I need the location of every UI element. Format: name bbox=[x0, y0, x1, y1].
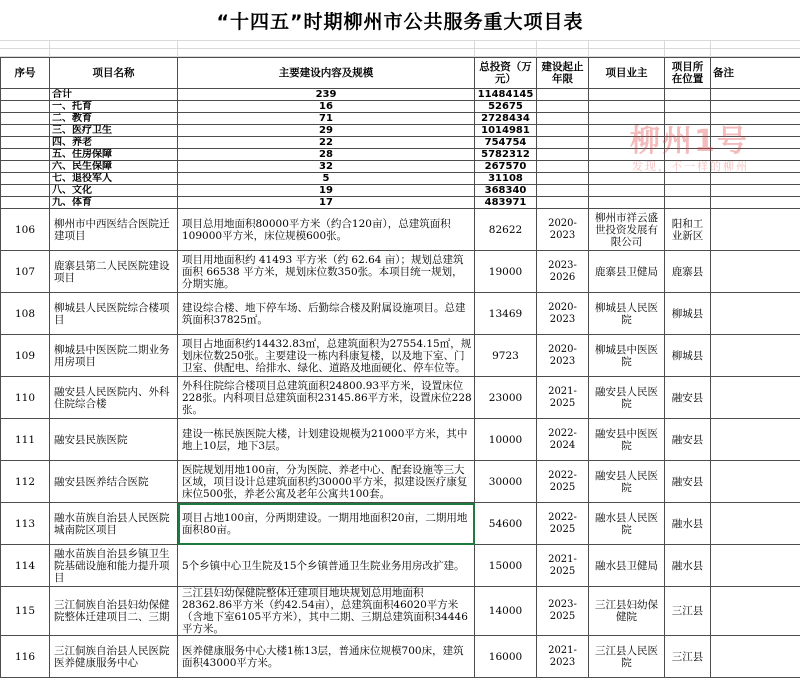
row-description: 项目占地面积约14432.83㎡，总建筑面积为27554.15㎡，规划床位数250张。主要建设一栋内科康复楼，以及地下室、门卫室、供配电、给排水、绿化、道路及地面硬化、停车位等。 bbox=[178, 335, 475, 377]
summary-count: 28 bbox=[178, 149, 475, 161]
empty-cell bbox=[1, 137, 50, 149]
empty-cell bbox=[711, 197, 800, 209]
summary-label: 七、退役军人 bbox=[50, 173, 178, 185]
row-name: 融水苗族自治县人民医院城南院区项目 bbox=[50, 503, 178, 545]
summary-investment: 754754 bbox=[475, 137, 537, 149]
row-years: 2022-2025 bbox=[537, 461, 589, 503]
row-location: 柳城县 bbox=[665, 335, 711, 377]
empty-cell bbox=[589, 137, 665, 149]
summary-row bbox=[1, 137, 800, 149]
row-description: 项目占地100亩，分两期建设。一期用地面积20亩，二期用地面积80亩。 bbox=[178, 503, 475, 545]
summary-label: 二、教育 bbox=[50, 113, 178, 125]
empty-cell bbox=[537, 185, 589, 197]
row-description: 医养健康服务中心大楼1栋13层，普通床位规模700床，建筑面积43000平方米。 bbox=[178, 636, 475, 678]
empty-cell bbox=[711, 89, 800, 101]
row-years: 2021-2025 bbox=[537, 377, 589, 419]
row-years: 2020-2023 bbox=[537, 209, 589, 251]
row-name: 融安县人民医院内、外科住院综合楼 bbox=[50, 377, 178, 419]
empty-cell bbox=[711, 125, 800, 137]
row-owner: 柳州市祥云盛世投资发展有限公司 bbox=[589, 209, 665, 251]
empty-cell bbox=[665, 197, 711, 209]
row-years: 2021-2025 bbox=[537, 545, 589, 587]
row-years: 2021-2023 bbox=[537, 636, 589, 678]
empty-cell bbox=[1, 113, 50, 125]
row-years: 2022-2024 bbox=[537, 419, 589, 461]
empty-cell bbox=[1, 185, 50, 197]
summary-count: 239 bbox=[178, 89, 475, 101]
row-investment: 82622 bbox=[475, 209, 537, 251]
row-name: 融水苗族自治县乡镇卫生院基础设施和能力提升项目 bbox=[50, 545, 178, 587]
row-name: 融安县民族医院 bbox=[50, 419, 178, 461]
empty-cell bbox=[589, 185, 665, 197]
row-name: 三江侗族自治县妇幼保健院整体迁建项目二、三期 bbox=[50, 587, 178, 636]
table-row bbox=[1, 209, 800, 251]
empty-cell bbox=[711, 137, 800, 149]
row-index: 108 bbox=[1, 293, 50, 335]
row-years: 2023-2026 bbox=[537, 251, 589, 293]
table-row bbox=[1, 377, 800, 419]
row-remarks bbox=[711, 209, 800, 251]
summary-label: 合计 bbox=[50, 89, 178, 101]
row-owner: 三江县妇幼保健院 bbox=[589, 587, 665, 636]
header-investment: 总投资（万元） bbox=[475, 58, 537, 89]
table-row bbox=[1, 461, 800, 503]
table-row bbox=[1, 251, 800, 293]
empty-cell bbox=[665, 185, 711, 197]
summary-row bbox=[1, 101, 800, 113]
empty-cell bbox=[665, 113, 711, 125]
summary-count: 16 bbox=[178, 101, 475, 113]
row-owner: 三江县人民医院 bbox=[589, 636, 665, 678]
empty-cell bbox=[589, 125, 665, 137]
row-name: 柳城县中医医院二期业务用房项目 bbox=[50, 335, 178, 377]
row-name: 三江侗族自治县人民医院医养健康服务中心 bbox=[50, 636, 178, 678]
empty-cell bbox=[1, 89, 50, 101]
empty-cell bbox=[1, 125, 50, 137]
empty-cell bbox=[1, 161, 50, 173]
row-index: 110 bbox=[1, 377, 50, 419]
empty-cell bbox=[537, 149, 589, 161]
page-title: “十四五”时期柳州市公共服务重大项目表 bbox=[216, 10, 584, 33]
row-index: 113 bbox=[1, 503, 50, 545]
table-row bbox=[1, 293, 800, 335]
empty-cell bbox=[665, 173, 711, 185]
summary-investment: 52675 bbox=[475, 101, 537, 113]
summary-row bbox=[1, 185, 800, 197]
empty-cell bbox=[589, 149, 665, 161]
row-description: 建设综合楼、地下停车场、后勤综合楼及附属设施项目。总建筑面积37825㎡。 bbox=[178, 293, 475, 335]
row-location: 融水县 bbox=[665, 545, 711, 587]
header-content: 主要建设内容及规模 bbox=[178, 58, 475, 89]
summary-count: 32 bbox=[178, 161, 475, 173]
summary-count: 5 bbox=[178, 173, 475, 185]
row-index: 109 bbox=[1, 335, 50, 377]
empty-cell bbox=[665, 125, 711, 137]
row-name: 鹿寨县第二人民医院建设项目 bbox=[50, 251, 178, 293]
table-row bbox=[1, 419, 800, 461]
summary-investment: 5782312 bbox=[475, 149, 537, 161]
row-remarks bbox=[711, 293, 800, 335]
row-index: 115 bbox=[1, 587, 50, 636]
row-investment: 15000 bbox=[475, 545, 537, 587]
summary-count: 19 bbox=[178, 185, 475, 197]
summary-row bbox=[1, 89, 800, 101]
row-investment: 54600 bbox=[475, 503, 537, 545]
summary-label: 六、民生保障 bbox=[50, 161, 178, 173]
watermark-sub: 发现，不一样的柳州 bbox=[632, 160, 749, 173]
empty-cell bbox=[711, 185, 800, 197]
summary-investment: 267570 bbox=[475, 161, 537, 173]
empty-cell bbox=[665, 137, 711, 149]
summary-count: 29 bbox=[178, 125, 475, 137]
header-remarks: 备注 bbox=[711, 58, 800, 89]
empty-cell bbox=[589, 173, 665, 185]
projects-table bbox=[0, 57, 800, 678]
header-index: 序号 bbox=[1, 58, 50, 89]
row-description: 三江县妇幼保健院整体迁建项目地块规划总用地面积28362.86平方米（约42.54亩），总建筑面积46020平方米（含地下室6105平方米），其中二期、三期总建筑面积34446平方米。 bbox=[178, 587, 475, 636]
row-remarks bbox=[711, 377, 800, 419]
row-investment: 23000 bbox=[475, 377, 537, 419]
table-row bbox=[1, 335, 800, 377]
row-description: 5个乡镇中心卫生院及15个乡镇普通卫生院业务用房改扩建。 bbox=[178, 545, 475, 587]
row-description: 项目总用地面积80000平方米（约合120亩），总建筑面积109000平方米，床位规模600张。 bbox=[178, 209, 475, 251]
row-index: 107 bbox=[1, 251, 50, 293]
empty-cell bbox=[665, 161, 711, 173]
row-investment: 14000 bbox=[475, 587, 537, 636]
summary-count: 22 bbox=[178, 137, 475, 149]
empty-cell bbox=[589, 101, 665, 113]
row-description: 项目用地面积约 41493 平方米（约 62.64 亩）；规划总建筑面积 66538 平方米，规划床位数350张。本项目统一规划，分期实施。 bbox=[178, 251, 475, 293]
empty-cell bbox=[1, 149, 50, 161]
row-description: 建设一栋民族医院大楼，计划建设规模为21000平方米，其中地上10层，地下3层。 bbox=[178, 419, 475, 461]
row-description: 外科住院综合楼项目总建筑面积24800.93平方米，设置床位228张。内科项目总建筑面积23145.86平方米，设置床位228张。 bbox=[178, 377, 475, 419]
summary-label: 四、养老 bbox=[50, 137, 178, 149]
row-location: 融安县 bbox=[665, 461, 711, 503]
row-investment: 30000 bbox=[475, 461, 537, 503]
row-name: 柳州市中西医结合医院迁建项目 bbox=[50, 209, 178, 251]
empty-cell bbox=[537, 173, 589, 185]
header-years: 建设起止年限 bbox=[537, 58, 589, 89]
summary-row bbox=[1, 161, 800, 173]
header-location: 项目所在位置 bbox=[665, 58, 711, 89]
row-owner: 融安县中医医院 bbox=[589, 419, 665, 461]
summary-row bbox=[1, 125, 800, 137]
summary-row bbox=[1, 197, 800, 209]
empty-cell bbox=[589, 113, 665, 125]
row-remarks bbox=[711, 636, 800, 678]
summary-label: 三、医疗卫生 bbox=[50, 125, 178, 137]
table-row bbox=[1, 636, 800, 678]
empty-cell bbox=[711, 173, 800, 185]
row-investment: 10000 bbox=[475, 419, 537, 461]
summary-label: 一、托育 bbox=[50, 101, 178, 113]
row-remarks bbox=[711, 419, 800, 461]
empty-cell bbox=[589, 161, 665, 173]
row-index: 106 bbox=[1, 209, 50, 251]
row-owner: 柳城县人民医院 bbox=[589, 293, 665, 335]
row-location: 融水县 bbox=[665, 503, 711, 545]
row-years: 2023-2025 bbox=[537, 587, 589, 636]
row-index: 111 bbox=[1, 419, 50, 461]
summary-label: 九、体育 bbox=[50, 197, 178, 209]
watermark-main: 柳州1号 bbox=[630, 124, 749, 159]
row-owner: 融安县人民医院 bbox=[589, 377, 665, 419]
summary-count: 71 bbox=[178, 113, 475, 125]
row-investment: 16000 bbox=[475, 636, 537, 678]
empty-cell bbox=[537, 125, 589, 137]
row-years: 2022-2025 bbox=[537, 503, 589, 545]
empty-cell bbox=[1, 197, 50, 209]
empty-cell bbox=[1, 101, 50, 113]
table-header-row bbox=[1, 58, 800, 89]
empty-cell bbox=[1, 173, 50, 185]
summary-investment: 31108 bbox=[475, 173, 537, 185]
row-description: 医院规划用地100亩，分为医院、养老中心、配套设施等三大区域，项目设计总建筑面积约30000平方米，拟建设医疗康复床位500张，养老公寓及老年公寓共100套。 bbox=[178, 461, 475, 503]
empty-cell bbox=[589, 89, 665, 101]
row-location: 融安县 bbox=[665, 419, 711, 461]
row-investment: 9723 bbox=[475, 335, 537, 377]
empty-cell bbox=[665, 101, 711, 113]
empty-cell bbox=[537, 137, 589, 149]
empty-cell bbox=[537, 101, 589, 113]
empty-cell bbox=[711, 149, 800, 161]
row-location: 鹿寨县 bbox=[665, 251, 711, 293]
row-remarks bbox=[711, 335, 800, 377]
empty-cell bbox=[711, 161, 800, 173]
table-row bbox=[1, 503, 800, 545]
row-years: 2020-2023 bbox=[537, 335, 589, 377]
summary-label: 五、住房保障 bbox=[50, 149, 178, 161]
row-investment: 13469 bbox=[475, 293, 537, 335]
row-index: 112 bbox=[1, 461, 50, 503]
summary-row bbox=[1, 149, 800, 161]
empty-cell bbox=[537, 197, 589, 209]
row-owner: 柳城县中医医院 bbox=[589, 335, 665, 377]
row-owner: 融安县人民医院 bbox=[589, 461, 665, 503]
summary-investment: 1014981 bbox=[475, 125, 537, 137]
row-remarks bbox=[711, 503, 800, 545]
header-name: 项目名称 bbox=[50, 58, 178, 89]
row-name: 融安县医养结合医院 bbox=[50, 461, 178, 503]
empty-cell bbox=[665, 149, 711, 161]
row-owner: 鹿寨县卫健局 bbox=[589, 251, 665, 293]
empty-cell bbox=[589, 197, 665, 209]
empty-grid-rows bbox=[0, 40, 800, 57]
row-location: 融安县 bbox=[665, 377, 711, 419]
row-location: 三江县 bbox=[665, 636, 711, 678]
summary-row bbox=[1, 173, 800, 185]
row-location: 柳城县 bbox=[665, 293, 711, 335]
row-location: 阳和工业新区 bbox=[665, 209, 711, 251]
empty-cell bbox=[665, 89, 711, 101]
row-name: 柳城县人民医院综合楼项目 bbox=[50, 293, 178, 335]
row-investment: 19000 bbox=[475, 251, 537, 293]
table-row bbox=[1, 545, 800, 587]
table-row bbox=[1, 587, 800, 636]
row-location: 三江县 bbox=[665, 587, 711, 636]
row-remarks bbox=[711, 251, 800, 293]
summary-investment: 2728434 bbox=[475, 113, 537, 125]
empty-cell bbox=[537, 161, 589, 173]
header-owner: 项目业主 bbox=[589, 58, 665, 89]
row-owner: 融水县卫健局 bbox=[589, 545, 665, 587]
summary-row bbox=[1, 113, 800, 125]
summary-label: 八、文化 bbox=[50, 185, 178, 197]
empty-cell bbox=[537, 113, 589, 125]
empty-cell bbox=[711, 101, 800, 113]
row-owner: 融水县人民医院 bbox=[589, 503, 665, 545]
empty-cell bbox=[711, 113, 800, 125]
row-remarks bbox=[711, 587, 800, 636]
row-index: 114 bbox=[1, 545, 50, 587]
row-index: 116 bbox=[1, 636, 50, 678]
summary-investment: 483971 bbox=[475, 197, 537, 209]
row-remarks bbox=[711, 545, 800, 587]
empty-cell bbox=[537, 89, 589, 101]
summary-count: 17 bbox=[178, 197, 475, 209]
row-remarks bbox=[711, 461, 800, 503]
summary-investment: 11484145 bbox=[475, 89, 537, 101]
row-years: 2020-2023 bbox=[537, 293, 589, 335]
summary-investment: 368340 bbox=[475, 185, 537, 197]
